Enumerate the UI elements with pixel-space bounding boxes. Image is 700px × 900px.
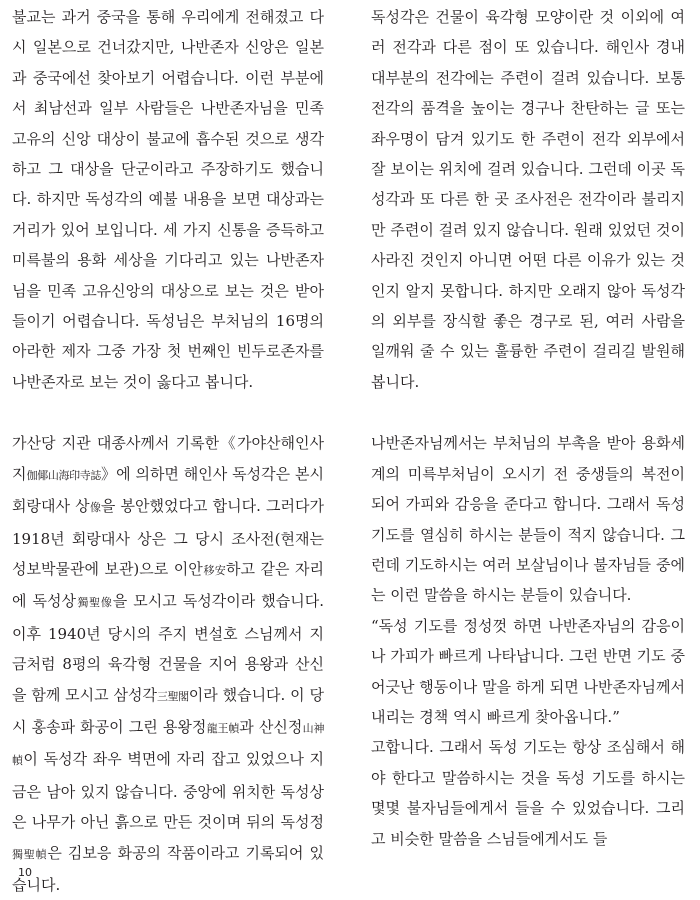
text-run: 이 독성각 좌우 벽면에 자리 잡고 있었으나 지금은 남아 있지 않습니다. 중앙에 위치한 독성상은 나무가 아닌 흙으로 만든 것이며 뒤의 독성정 bbox=[12, 750, 325, 832]
text-run: 》에 의하면 해인사 독성각은 본시 회랑대사 상 bbox=[12, 464, 324, 516]
text-run: 을 모시고 독성각이라 했습니다. 이후 1940년 당시의 주지 변설호 스님께서 지금처럼 8평의 육각형 건물을 지어 용왕과 산신을 함께 모시고 삼성각 bbox=[12, 592, 324, 704]
hanja-annotation: 伽倻山海印寺誌 bbox=[26, 468, 101, 482]
text-run: 과 산신정 bbox=[239, 717, 303, 736]
text-run: 이라 했습니다. 이 당시 홍송파 화공이 그린 용왕정 bbox=[12, 685, 324, 736]
paragraph-gap bbox=[12, 397, 324, 428]
text-run: 은 김보응 화공의 작품이라고 기록되어 있습니다. bbox=[12, 843, 324, 894]
text-run: 가산당 지관 대종사께서 기록한《가야산해인사지 bbox=[12, 434, 324, 483]
hanja-annotation: 像 bbox=[89, 501, 101, 515]
left-paragraph-2 bbox=[12, 428, 324, 900]
hanja-annotation: 龍王幀 bbox=[206, 721, 240, 735]
right-paragraph-3: 고합니다. 그래서 독성 기도는 항상 조심해서 해야 한다고 말씀하시는 것을 독성 기도를 하시는 몇몇 불자님들에게서 들을 수 있었습니다. 그리고 비슷한 말씀을 스님들에게서도 들 bbox=[371, 738, 685, 848]
text-run: 하고 같은 자리에 독성상 bbox=[12, 559, 324, 611]
right-column bbox=[371, 2, 685, 854]
hanja-annotation: 獨聖像 bbox=[76, 596, 113, 610]
hanja-annotation: 三聖閣 bbox=[156, 689, 189, 703]
hanja-annotation: 移安 bbox=[202, 563, 227, 577]
right-quote: “독성 기도를 정성껏 하면 나반존자님의 감응이나 가피가 빠르게 나타납니다. 그런 반면 기도 중 어긋난 행동이나 말을 하게 되면 나반존자님께서 내리는 경책 역시 빠르게 찾아옵니다.” bbox=[371, 616, 685, 726]
text-run: 을 봉안했었다고 합니다. 그러다가 1918년 회랑대사 상은 그 당시 조사전(현재는 성보박물관에 보관)으로 이안 bbox=[12, 497, 324, 578]
right-paragraph-2: 나반존자님께서는 부처님의 부촉을 받아 용화세계의 미륵부처님이 오시기 전 중생들의 복전이 되어 가피와 감응을 준다고 합니다. 그래서 독성 기도를 열심히 하시는 분들이 적지 않습니다. 그런데 기도하시는 여러 보살님이나 불자님들 중에는 이런 말씀을 하시는 분들이 있습니다. bbox=[371, 434, 685, 605]
page-number: 10 bbox=[18, 866, 32, 879]
hanja-annotation: 山神幀 bbox=[12, 721, 325, 768]
right-paragraph-1: 독성각은 건물이 육각형 모양이란 것 이외에 여러 전각과 다른 점이 또 있습니다. 해인사 경내 대부분의 전각에는 주련이 걸려 있습니다. 보통 전각의 품격을 높이는 경구나 찬탄하는 글 또는 좌우명이 담겨 있기도 한 주련이 전각 외부에서 잘 보이는 위치에 걸려 있습니다. 그런데 이곳 독성각과 또 다른 한 곳 조사전은 전각이라 불리지만 주련이 걸려 있지 않습니다. 원래 있었던 것이 사라진 것인지 아니면 어떤 다른 이유가 있는 것인지 알지 못합니다. 하지만 오래지 않아 독성각의 외부를 장식할 좋은 경구로 된, 여러 사람을 일깨워 줄 수 있는 훌륭한 주련이 걸리길 발원해 봅니다. bbox=[371, 8, 685, 391]
left-paragraph-1: 불교는 과거 중국을 통해 우리에게 전해졌고 다시 일본으로 건너갔지만, 나반존자 신앙은 일본과 중국에선 찾아보기 어렵습니다. 이런 부분에서 최남선과 일부 사람들은 나반존자님을 민족 고유의 신앙 대상이 불교에 흡수된 것으로 생각하고 그 대상을 단군이라고 주장하기도 했습니다. 하지만 독성각의 예불 내용을 보면 대상과는 거리가 있어 보입니다. 세 가지 신통을 증득하고 미륵불의 용화 세상을 기다리고 있는 나반존자님을 민족 고유신앙의 대상으로 보는 것은 받아들이기 어렵습니다. 독성님은 부처님의 16명의 아라한 제자 그중 가장 첫 번째인 빈두로존자를 나반존자로 보는 것이 옳다고 봅니다. bbox=[12, 8, 324, 391]
hanja-annotation: 獨聖幀 bbox=[12, 847, 48, 861]
left-column bbox=[12, 2, 324, 900]
paragraph-gap bbox=[371, 397, 685, 428]
